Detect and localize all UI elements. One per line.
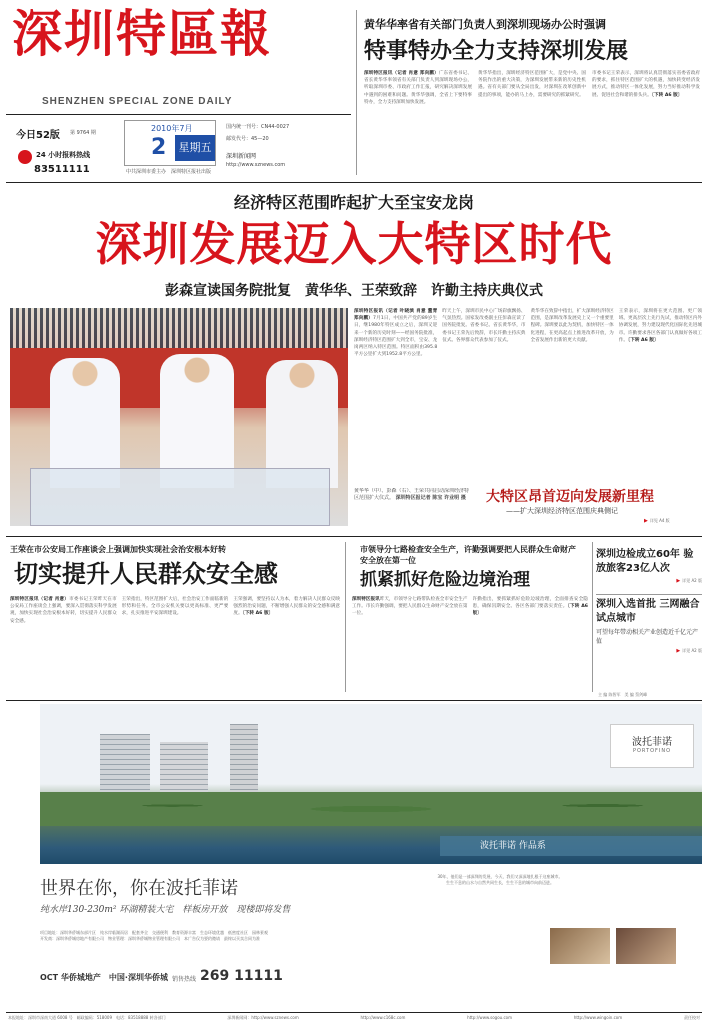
brief-1[interactable] [596, 548, 702, 584]
lead-photo[interactable] [10, 308, 348, 526]
story-a-byline: 深圳特区报讯（记者 肖意） [10, 597, 70, 602]
brief-1-ref-text: 详见 A2 版 [682, 578, 702, 583]
footer-rule [6, 1012, 702, 1013]
story-a [10, 542, 340, 692]
story-a-body: 深圳特区报讯（记者 肖意）市委书记王荣昨天在市公安局工作座谈会上强调，要深入贯彻落实科学发展观，加快实现社会治安根本好转，切实提升人民群众安全感。 王荣指出，特区范围扩大后，社会治安工作面临新的形势和任务。全市公安机关要以更高标准、更严要求，扎实推进平安深圳建设。 王荣强调，要坚持以人为本，着力解决人民群众反映强烈的治安问题，不断增强人民群众的安全感和满意度。〔下转 A6 版〕 [10, 597, 341, 624]
ad-phone-label: 销售热线 [172, 976, 197, 983]
footer-address: 本报地址：深圳市深南大道 6008 号 邮政编码：518009 电话：83518888 转各部门 [8, 1015, 166, 1020]
page-count: 今日52版 [16, 130, 60, 141]
portofino-ad[interactable] [10, 704, 702, 994]
lead-byline: 深圳特区报讯（记者 叶晓滨 肖意 董青 郑向鹏） [354, 309, 438, 322]
story-b [352, 542, 588, 692]
brief-rule [596, 594, 702, 595]
editors-line: 主 编 陈智军 美 编 蔡剑峰 [598, 692, 648, 697]
photo-crowd [10, 308, 348, 348]
hotline-icon [18, 150, 32, 164]
brief-2-title: 深圳入选首批 三网融合试点城市 [596, 599, 700, 624]
footer-site-2[interactable]: http://www.c168c.com [360, 1015, 406, 1020]
story-a-kicker: 王荣在市公安局工作座谈会上强调加快实现社会治安根本好转 [10, 545, 226, 554]
lead-kicker: 经济特区范围昨起扩大至宝安龙岗 [233, 193, 474, 212]
story-a-continued: 〔下转 A6 版〕 [242, 611, 274, 617]
publisher-line: 中共深圳市委主办 深圳特区报社出版 [126, 169, 212, 175]
top-story-body: 深圳特区报讯（记者 肖意 郑向鹏）广东省委书记、省长黄华华率领省有关部门负责人到深圳现场办公，听取深圳市委、市政府工作汇报，研究解决深圳发展中遇到的困难和问题。黄华华强调，全省上下要特事特办，全力支持深圳加快发展。 黄华华指出，深圳经济特区范围扩大，是党中央、国务院作出的重大决策，为深圳发展带来新的历史性机遇。省有关部门要从全局出发，对深圳在改革创新中提出的事项，能办的马上办，需要研究的抓紧研究。 市委书记王荣表示，深圳将认真贯彻落实省委省政府的要求，抓住特区范围扩大的机遇，加快转变经济发展方式，推动特区一体化发展，努力当好推动科学发展、促进社会和谐的排头兵。〔下转 A6 版〕 [364, 71, 700, 105]
lead-continued: 〔下转 A6 版〕 [627, 337, 659, 343]
ad-info-block: 项目地址：深圳华侨城东部片区 纯水岸临湖而居 配套齐全 交通便利 教育资源丰富 生态环境优越 低密度社区 园林景观 开发商：深圳华侨城房地产有限公司 物业管理：深圳华侨城物业管理有限公司 本广告仅为要约邀请 最终以买卖合同为准 [40, 930, 268, 941]
story-b-headline[interactable]: 抓紧抓好危险边境治理 [360, 570, 530, 590]
footer-site-4[interactable]: http://www.wingoin.com [573, 1015, 623, 1020]
site-name: 深圳新闻网 [226, 153, 257, 160]
brief-1-title: 深圳边检成立60年 验放旅客23亿人次 [596, 549, 694, 574]
feature-ref-text: 详见 A4 版 [649, 518, 670, 523]
brief-1-ref[interactable] [596, 578, 702, 584]
ad-photo-band [440, 836, 702, 856]
lead-body: 深圳特区报讯（记者 叶晓滨 肖意 董青 郑向鹏）7月1日，中国共产党的89岁生日，继1980年特区成立之后，深圳又迎来一个新的历史时刻——经国务院批准，深圳经济特区范围扩大到全市，宝安、龙岗两区纳入特区范围。特区面积由395.8平方公里扩大到1952.8平方公里。 昨天上午，深圳市民中心广场彩旗飘扬、气氛热烈。国家发改委副主任彭森宣读了国务院批复。省委书记、省长黄华华，市委书记王荣先后致辞，市长许勤主持庆典仪式。各界群众代表参加了仪式。 黄华华在致辞中指出，扩大深圳经济特区范围，是深圳改革发展史上又一个重要里程碑。深圳要以此为契机，加快特区一体化进程，在更高起点上推进改革开放，为全省发展作出新的更大贡献。 王荣表示，深圳将在更大范围、更广领域、更高层次上先行先试，推动特区内外协调发展，努力建设现代化国际化先进城市。许勤要求各区各部门认真做好各项工作。〔下转 A6 版〕 [354, 309, 702, 358]
ad-small-print: 30年，他们是一部深圳的发展，今天，我们又深深地扎根于这座城市。 生生不息的山水与自然共同生长，生生不息的城市向前迈进。 [437, 874, 563, 885]
ad-trees [40, 792, 702, 826]
date-box [124, 120, 216, 166]
hotline-label: 24 小时报料热线 [36, 151, 91, 159]
masthead [6, 4, 351, 174]
date-day: 2 [151, 135, 167, 160]
top-story-continued: 〔下转 A6 版〕 [651, 92, 683, 98]
mid-rule [6, 536, 702, 537]
story-divider-2 [592, 542, 593, 692]
photo-credit: 深圳特区报记者 陈宝 许业明 摄 [395, 495, 466, 501]
date-year-month: 2010年7月 [151, 124, 193, 133]
story-b-byline: 深圳特区报讯 [352, 597, 380, 602]
top-story [364, 10, 700, 180]
footer-site-3[interactable]: http://www.sogou.com [467, 1015, 513, 1020]
footer [8, 1015, 700, 1021]
story-a-headline[interactable]: 切实提升人民群众安全感 [14, 560, 278, 588]
top-rule [6, 182, 702, 183]
post-code: 邮发代号：45—20 [226, 136, 269, 142]
masthead-rule [6, 114, 351, 115]
top-story-byline: 深圳特区报讯（记者 肖意 郑向鹏） [364, 71, 439, 76]
ad-tagline: 现楼即将发售 [236, 905, 291, 915]
ad-top-rule [6, 700, 702, 701]
footer-site-1[interactable]: 深圳新闻网：http://www.sznews.com [227, 1015, 299, 1020]
ad-interior-photo-2 [616, 928, 676, 964]
ad-developer: OCT 华侨城地产 中国·深圳华侨城 [40, 973, 168, 982]
ad-photo [40, 704, 702, 864]
ad-brand-en: PORTOFINO [632, 748, 672, 754]
photo-caption [354, 488, 472, 518]
ad-interior-photo-1 [550, 928, 610, 964]
feature-box[interactable] [478, 486, 702, 530]
feature-ref[interactable] [644, 518, 670, 524]
lead-subhead: 彭森宣读国务院批复 黄华华、王荣致辞 许勤主持庆典仪式 [165, 283, 543, 299]
feature-headline: 大特区昂首迈向发展新里程 [486, 489, 654, 505]
footer-editor: 责任校对 [683, 1015, 700, 1020]
story-divider-1 [345, 542, 346, 692]
ad-logo-box [610, 724, 694, 768]
brief-2-ref-text: 详见 A2 版 [682, 648, 702, 653]
story-b-kicker: 市领导分七路检查安全生产，许勤强调要把人民群众生命财产安全放在第一位 [360, 545, 576, 565]
masthead-divider [356, 10, 357, 175]
lead-headline[interactable]: 深圳发展迈入大特区时代 [95, 217, 613, 271]
story-b-body: 深圳特区报讯昨天，市领导分七路带队检查全市安全生产工作。市长许勤强调，要把人民群众生命财产安全放在第一位。 许勤指出，要抓紧抓好危险边坡治理，全面排查安全隐患，确保汛期安全。各区各部门要落实责任。〔下转 A6 版〕 [352, 597, 588, 617]
weekday-badge: 星期五 [175, 135, 215, 161]
top-story-headline[interactable]: 特事特办全力支持深圳发展 [364, 39, 629, 64]
feature-subhead: ——扩大深圳经济特区范围庆典侧记 [506, 507, 618, 515]
ad-slogan: 世界在你，你在波托菲诺 [40, 878, 238, 899]
photo-caption-text: 黄华华（中）、彭森（右）、王荣共同启动深圳经济特区范围扩大仪式。 [354, 488, 470, 501]
photo-launch-stand [30, 468, 330, 526]
issue-number: 第 9764 期 [70, 130, 96, 136]
briefs [596, 548, 702, 688]
cn-number: 国内统一刊号：CN44-0027 [226, 124, 290, 130]
ad-product-line [40, 902, 290, 915]
brief-2-ref[interactable] [596, 648, 702, 654]
ad-phone[interactable]: 269 11111 [200, 968, 283, 984]
brief-2-sub: 可望每年带动相关产业创造近千亿元产值 [596, 629, 699, 645]
top-story-kicker: 黄华华率省有关部门负责人到深圳现场办公时强调 [364, 18, 606, 31]
hotline-number: 83511111 [34, 164, 90, 175]
ad-photo-band-text: 波托菲诺 作品系 [480, 841, 546, 851]
ad-brand: 波托菲诺 [632, 737, 672, 748]
ad-product: 纯水岸130-230m² 环湖精装大宅 样板房开放 [40, 905, 228, 915]
story-b-continued: 〔下转 A6 版〕 [472, 604, 588, 617]
brief-2[interactable] [596, 598, 702, 654]
newspaper-english-title: SHENZHEN SPECIAL ZONE DAILY [42, 96, 233, 107]
site-url[interactable]: http://www.sznews.com [226, 162, 286, 168]
newspaper-title: 深圳特區報 [12, 4, 272, 63]
